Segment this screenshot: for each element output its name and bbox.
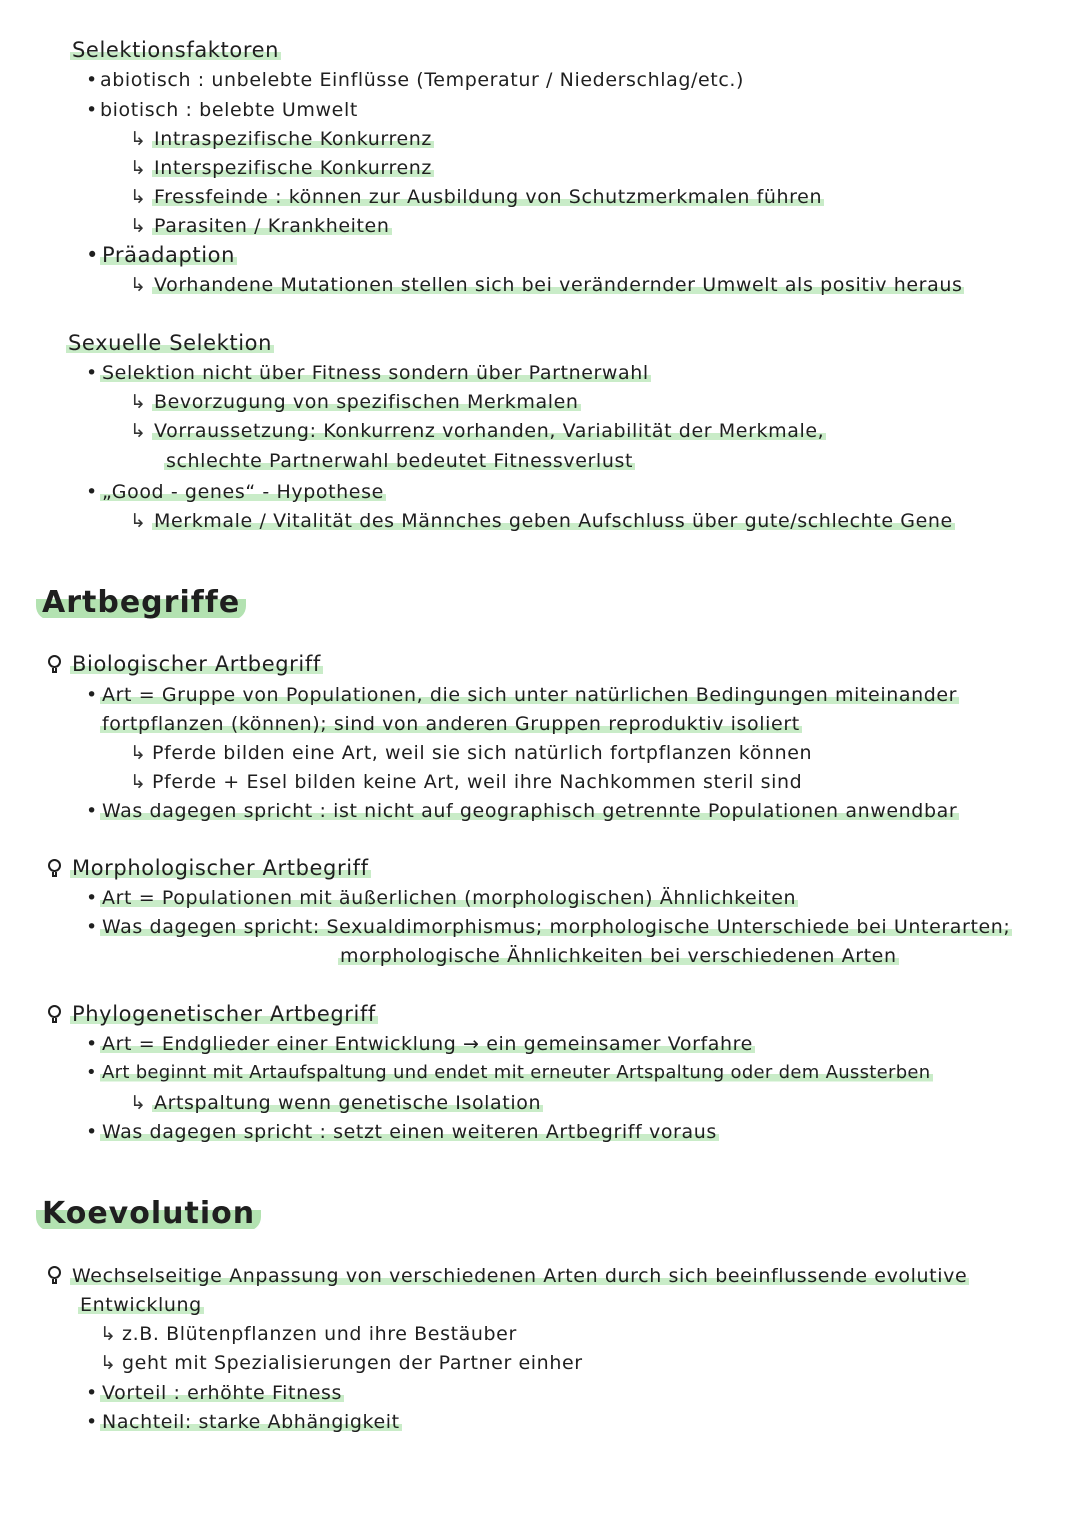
praeadaption-item: ↳ Vorhandene Mutationen stellen sich bei verändernder Umwelt als positiv heraus	[130, 274, 963, 296]
koevolution-item: ↳ geht mit Spezialisierungen der Partner einher	[100, 1352, 583, 1374]
biotisch-item: ↳ Intraspezifische Konkurrenz	[130, 128, 432, 150]
arrow-icon: ↳	[130, 1092, 147, 1114]
koevolution-nachteil: • Nachteil: starke Abhängigkeit	[86, 1411, 400, 1433]
bullet: •	[86, 1382, 98, 1404]
phylo-def: • Art = Endglieder einer Entwicklung → ein gemeinsamer Vorfahre	[86, 1033, 753, 1055]
arrow-icon: ↳	[130, 420, 147, 442]
bio-def-cont: fortpflanzen (können); sind von anderen Gruppen reproduktiv isoliert	[102, 713, 800, 735]
arrow-icon: ↳	[130, 391, 147, 413]
arrow-icon: ↳	[130, 771, 147, 793]
arrow-icon: ↳	[130, 274, 147, 296]
bullet: •	[86, 481, 98, 503]
bio-title: Biologischer Artbegriff	[48, 652, 323, 676]
arrow-icon: ↳	[130, 186, 147, 208]
morph-def: • Art = Populationen mit äußerlichen (morphologischen) Ähnlichkeiten	[86, 887, 797, 909]
bullet: •	[86, 800, 98, 822]
arrow-icon: ↳	[100, 1323, 117, 1345]
bullet: •	[86, 1411, 98, 1433]
sexuell-title: Sexuelle Selektion	[68, 331, 272, 355]
lightbulb-icon	[48, 1266, 62, 1285]
koevolution-def: Wechselseitige Anpassung von verschiedenen Arten durch sich beeinflussende evolutive	[48, 1264, 969, 1288]
sexuell-item: ↳ Vorraussetzung: Konkurrenz vorhanden, Variabilität der Merkmale,	[130, 420, 825, 442]
koevolution-def-cont: Entwicklung	[80, 1294, 202, 1316]
bullet: •	[86, 99, 98, 121]
sexuell-point: • Selektion nicht über Fitness sondern über Partnerwahl	[86, 362, 649, 384]
phylo-title: Phylogenetischer Artbegriff	[48, 1002, 378, 1026]
selektion-title: Selektionsfaktoren	[72, 38, 280, 62]
arrow-icon: ↳	[130, 157, 147, 179]
arrow-icon: ↳	[130, 215, 147, 237]
sexuell-item: ↳ Bevorzugung von spezifischen Merkmalen	[130, 391, 579, 413]
praeadaption-line: • Präadaption	[86, 243, 236, 267]
bio-item: ↳ Pferde + Esel bilden keine Art, weil ihre Nachkommen steril sind	[130, 771, 803, 793]
bullet: •	[86, 243, 99, 267]
morph-contra-cont: morphologische Ähnlichkeiten bei verschiedenen Arten	[340, 945, 897, 967]
bullet: •	[86, 1062, 97, 1083]
morph-title: Morphologischer Artbegriff	[48, 856, 371, 880]
lightbulb-icon	[48, 859, 62, 878]
koevolution-item: ↳ z.B. Blütenpflanzen und ihre Bestäuber	[100, 1323, 517, 1345]
bullet: •	[86, 887, 98, 909]
lightbulb-icon	[48, 1005, 62, 1024]
bio-def: • Art = Gruppe von Populationen, die sich unter natürlichen Bedingungen miteinander	[86, 684, 958, 706]
sexuell-item: ↳ Merkmale / Vitalität des Männches geben Aufschluss über gute/schlechte Gene	[130, 510, 953, 532]
morph-contra: • Was dagegen spricht: Sexualdimorphismus; morphologische Unterschiede bei Unterarten;	[86, 916, 1011, 938]
sexuell-point: • „Good - genes“ - Hypothese	[86, 481, 384, 503]
bullet: •	[86, 916, 98, 938]
arrow-icon: ↳	[100, 1352, 117, 1374]
bullet: •	[86, 684, 98, 706]
abiotisch-line: • abiotisch : unbelebte Einflüsse (Temperatur / Niederschlag/etc.)	[86, 69, 745, 91]
phylo-contra: • Was dagegen spricht : setzt einen weiteren Artbegriff voraus	[86, 1121, 717, 1143]
bio-item: ↳ Pferde bilden eine Art, weil sie sich natürlich fortpflanzen können	[130, 742, 813, 764]
koevolution-vorteil: • Vorteil : erhöhte Fitness	[86, 1382, 342, 1404]
bullet: •	[86, 69, 98, 91]
sexuell-item-cont: schlechte Partnerwahl bedeutet Fitnessverlust	[166, 450, 634, 472]
bullet: •	[86, 362, 98, 384]
phylo-item: ↳ Artspaltung wenn genetische Isolation	[130, 1092, 542, 1114]
bullet: •	[86, 1033, 98, 1055]
biotisch-item: ↳ Parasiten / Krankheiten	[130, 215, 390, 237]
biotisch-item: ↳ Interspezifische Konkurrenz	[130, 157, 432, 179]
lightbulb-icon	[48, 655, 62, 674]
bio-contra: • Was dagegen spricht : ist nicht auf geographisch getrennte Populationen anwendbar	[86, 800, 958, 822]
phylo-def-2: • Art beginnt mit Artaufspaltung und endet mit erneuter Artspaltung oder dem Aussterben	[86, 1062, 931, 1083]
biotisch-item: ↳ Fressfeinde : können zur Ausbildung von Schutzmerkmalen führen	[130, 186, 823, 208]
bullet: •	[86, 1121, 98, 1143]
arrow-icon: ↳	[130, 128, 147, 150]
biotisch-line: • biotisch : belebte Umwelt	[86, 99, 358, 121]
koevolution-heading: Koevolution	[36, 1196, 261, 1231]
artbegriffe-heading: Artbegriffe	[36, 585, 246, 620]
arrow-icon: ↳	[130, 510, 147, 532]
arrow-icon: ↳	[130, 742, 147, 764]
